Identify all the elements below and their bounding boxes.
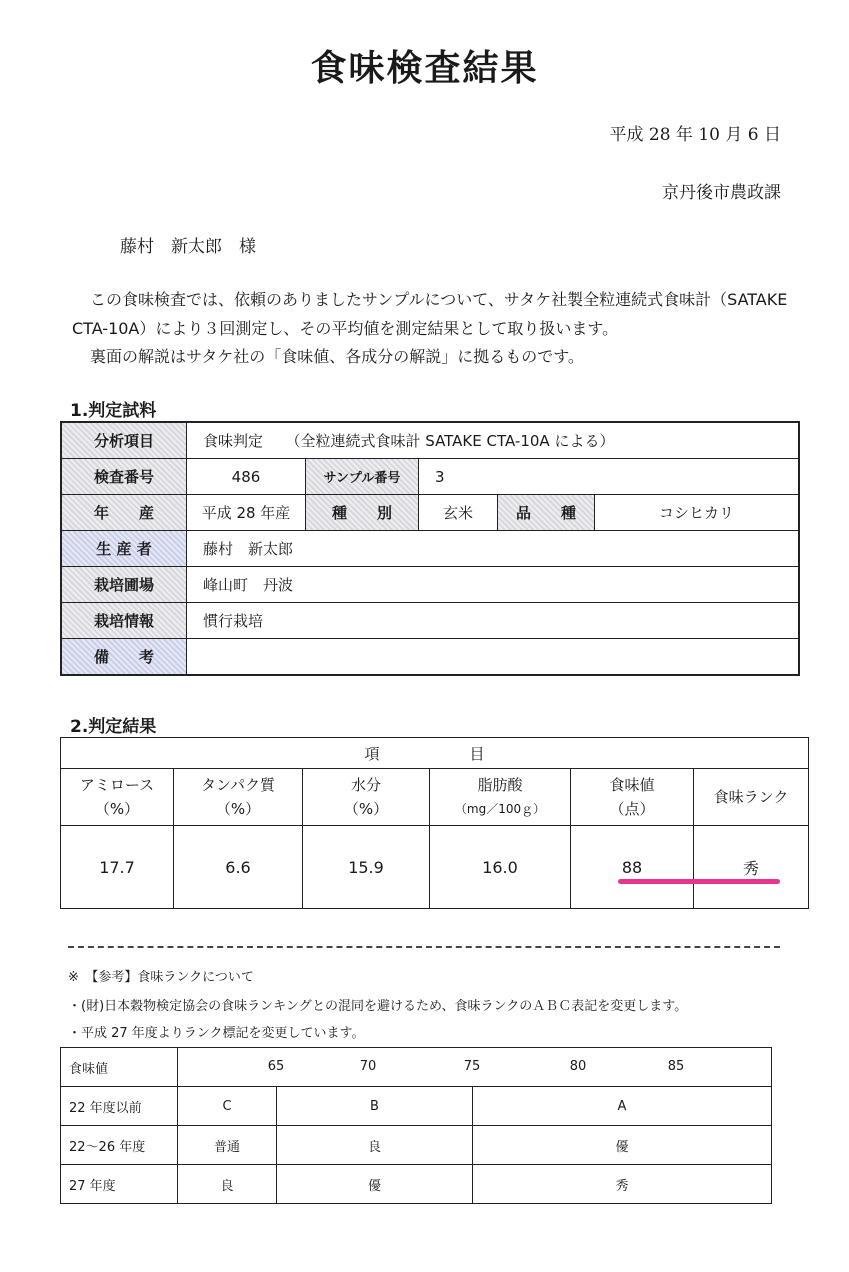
sample-info-table bbox=[60, 421, 800, 676]
label-remarks: 備 考 bbox=[61, 639, 187, 676]
label-variety: 品 種 bbox=[498, 495, 595, 531]
value-taste-rank: 秀 bbox=[694, 826, 809, 909]
reference-note: ・(財)日本穀物検定協会の食味ランキングとの混同を避けるため、食味ランクのＡＢＣ表記を変更します。 bbox=[68, 999, 688, 1014]
tick-label: 75 bbox=[463, 1059, 481, 1074]
highlight-underline bbox=[618, 879, 780, 884]
label-sample-number: サンプル番号 bbox=[306, 459, 419, 495]
table-row bbox=[61, 1126, 772, 1165]
table-row bbox=[61, 459, 799, 495]
rank-cell: B bbox=[277, 1087, 473, 1126]
value-variety: コシヒカリ bbox=[595, 495, 800, 531]
table-row bbox=[61, 1087, 772, 1126]
rank-row-label: 27 年度 bbox=[61, 1165, 178, 1204]
rank-row-label: 22 年度以前 bbox=[61, 1087, 178, 1126]
table-row bbox=[61, 1048, 772, 1087]
label-inspection-number: 検査番号 bbox=[61, 459, 187, 495]
table-row bbox=[61, 1165, 772, 1204]
rank-cell: 秀 bbox=[473, 1165, 772, 1204]
value-protein: 6.6 bbox=[174, 826, 303, 909]
value-field: 峰山町 丹波 bbox=[187, 567, 800, 603]
page-title: 食味検査結果 bbox=[310, 48, 539, 89]
value-producer: 藤村 新太郎 bbox=[187, 531, 800, 567]
table-row bbox=[61, 603, 799, 639]
rank-header-label: 食味値 bbox=[61, 1048, 178, 1087]
issuing-organization: 京丹後市農政課 bbox=[662, 183, 781, 203]
value-fatty-acid: 16.0 bbox=[430, 826, 571, 909]
table-row bbox=[61, 738, 809, 769]
tick-label: 80 bbox=[569, 1059, 587, 1074]
column-taste-rank: 食味ランク bbox=[694, 769, 809, 826]
value-taste-score: 88 bbox=[571, 826, 694, 909]
issue-date: 平成 28 年 10 月 6 日 bbox=[609, 125, 781, 145]
table-row bbox=[61, 567, 799, 603]
rank-cell: A bbox=[473, 1087, 772, 1126]
value-remarks bbox=[187, 639, 800, 676]
table-row bbox=[61, 826, 809, 909]
dashed-divider bbox=[68, 946, 780, 948]
tick-label: 70 bbox=[359, 1059, 377, 1074]
label-analysis-item: 分析項目 bbox=[61, 422, 187, 459]
label-field: 栽培圃場 bbox=[61, 567, 187, 603]
value-inspection-number: 486 bbox=[187, 459, 306, 495]
table-row bbox=[61, 531, 799, 567]
rank-cell: 良 bbox=[178, 1165, 277, 1204]
value-analysis-item: 食味判定 （全粒連続式食味計 SATAKE CTA-10A による） bbox=[187, 422, 800, 459]
rank-cell: 普通 bbox=[178, 1126, 277, 1165]
rank-cell: C bbox=[178, 1087, 277, 1126]
value-sample-number: 3 bbox=[419, 459, 800, 495]
tick-label: 85 bbox=[667, 1059, 685, 1074]
rank-ticks bbox=[178, 1048, 772, 1087]
label-producer: 生 産 者 bbox=[61, 531, 187, 567]
value-amylose: 17.7 bbox=[61, 826, 174, 909]
label-kind: 種 別 bbox=[306, 495, 419, 531]
label-cultivation: 栽培情報 bbox=[61, 603, 187, 639]
value-moisture: 15.9 bbox=[303, 826, 430, 909]
column-taste-value: 食味値 （点） bbox=[571, 769, 694, 826]
column-protein: タンパク質 （%） bbox=[174, 769, 303, 826]
column-fatty-acid: 脂肪酸 （mg／100ｇ） bbox=[430, 769, 571, 826]
intro-note: 裏面の解説はサタケ社の「食味値、各成分の解説」に拠るものです。 bbox=[90, 347, 584, 366]
value-year: 平成 28 年産 bbox=[187, 495, 306, 531]
table-row bbox=[61, 422, 799, 459]
intro-paragraph: この食味検査では、依頼のありましたサンプルについて、サタケ社製全粒連続式食味計（SATAKE CTA-10A）により３回測定し、その平均値を測定結果として取り扱います。 bbox=[72, 290, 788, 338]
rank-cell: 優 bbox=[277, 1165, 473, 1204]
recipient-name: 藤村 新太郎 様 bbox=[120, 237, 256, 257]
rank-row-label: 22～26 年度 bbox=[61, 1126, 178, 1165]
table-row bbox=[61, 495, 799, 531]
rank-reference-table bbox=[60, 1047, 772, 1204]
table-row bbox=[61, 769, 809, 826]
results-header: 項 目 bbox=[61, 738, 809, 769]
reference-note: ・平成 27 年度よりランク標記を変更しています。 bbox=[68, 1026, 365, 1041]
column-amylose: アミロース （%） bbox=[61, 769, 174, 826]
rank-cell: 良 bbox=[277, 1126, 473, 1165]
tick-label: 65 bbox=[267, 1059, 285, 1074]
rank-cell: 優 bbox=[473, 1126, 772, 1165]
section-heading-sample: 1.判定試料 bbox=[70, 401, 157, 421]
reference-note-title: ※ 【参考】食味ランクについて bbox=[68, 970, 254, 985]
value-kind: 玄米 bbox=[419, 495, 498, 531]
column-moisture: 水分 （%） bbox=[303, 769, 430, 826]
label-year: 年 産 bbox=[61, 495, 187, 531]
table-row bbox=[61, 639, 799, 676]
section-heading-results: 2.判定結果 bbox=[70, 717, 157, 737]
value-cultivation: 慣行栽培 bbox=[187, 603, 800, 639]
